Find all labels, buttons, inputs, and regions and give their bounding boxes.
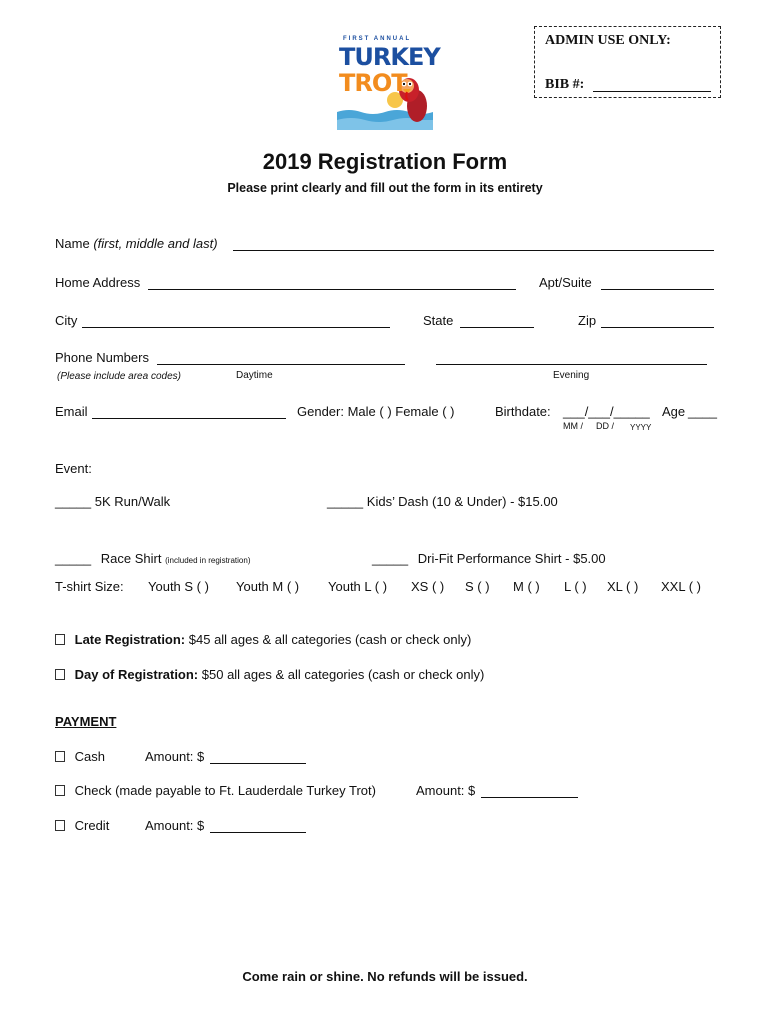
name-label: Name — [55, 236, 90, 251]
credit-checkbox[interactable] — [55, 820, 65, 831]
dd-hint: DD / — [596, 421, 614, 431]
check-checkbox[interactable] — [55, 785, 65, 796]
name-row — [55, 236, 218, 251]
drifit-option[interactable] — [372, 551, 606, 566]
turkey-trot-logo — [337, 34, 440, 130]
age-label: Age — [662, 404, 686, 419]
phone-daytime-field[interactable] — [157, 364, 405, 365]
email-label: Email — [55, 404, 88, 419]
late-registration-label: Late Registration: — [74, 632, 186, 647]
admin-use-box — [534, 26, 721, 98]
size-xxl[interactable]: XXL ( ) — [661, 579, 701, 594]
size-youth-l[interactable]: Youth L ( ) — [328, 579, 388, 594]
state-field[interactable] — [460, 327, 534, 328]
apt-suite-label: Apt/Suite — [539, 275, 592, 290]
day-registration-option[interactable] — [55, 667, 484, 682]
credit-label: Credit — [74, 818, 110, 833]
day-registration-checkbox[interactable] — [55, 669, 65, 680]
yyyy-hint: YYYY — [630, 423, 652, 432]
refund-notice: Come rain or shine. No refunds will be issued. — [242, 969, 528, 984]
kids-dash-label: Kids’ Dash (10 & Under) - $15.00 — [366, 494, 558, 509]
name-field[interactable] — [233, 250, 714, 251]
admin-title: ADMIN USE ONLY: — [545, 33, 671, 48]
payment-check-option[interactable] — [55, 783, 376, 798]
state-label: State — [423, 313, 454, 328]
size-youth-s[interactable]: Youth S ( ) — [148, 579, 209, 594]
zip-label: Zip — [578, 313, 597, 328]
size-youth-m[interactable]: Youth M ( ) — [236, 579, 300, 594]
bib-number-line[interactable] — [593, 91, 711, 92]
day-registration-text: $50 all ages & all categories (cash or check only) — [201, 667, 485, 682]
payment-cash-option[interactable] — [55, 749, 105, 764]
logo-word-turkey: TURKEY — [339, 43, 440, 71]
day-registration-label: Day of Registration: — [74, 667, 199, 682]
size-s[interactable]: S ( ) — [465, 579, 490, 594]
page-title: 2019 Registration Form — [262, 149, 508, 174]
home-address-label: Home Address — [55, 275, 141, 290]
five-k-option[interactable] — [55, 494, 170, 509]
tshirt-size-label: T-shirt Size: — [55, 579, 124, 594]
size-l[interactable]: L ( ) — [564, 579, 587, 594]
five-k-label: 5K Run/Walk — [94, 494, 171, 509]
late-registration-checkbox[interactable] — [55, 634, 65, 645]
age-field[interactable]: ____ — [688, 404, 717, 419]
zip-field[interactable] — [601, 327, 714, 328]
birthdate-label: Birthdate: — [495, 404, 551, 419]
cash-amount-field[interactable] — [210, 763, 306, 764]
evening-label: Evening — [553, 370, 590, 381]
city-label: City — [55, 313, 78, 328]
size-xl[interactable]: XL ( ) — [607, 579, 639, 594]
race-shirt-label: Race Shirt — [100, 551, 162, 566]
event-label: Event: — [55, 461, 92, 476]
cash-checkbox[interactable] — [55, 751, 65, 762]
city-field[interactable] — [82, 327, 390, 328]
birthdate-field[interactable]: ___/___/_____ — [563, 404, 650, 419]
page-subtitle: Please print clearly and fill out the form in its entirety — [227, 181, 543, 195]
daytime-label: Daytime — [236, 370, 273, 381]
credit-amount-label: Amount: $ — [145, 818, 205, 833]
phone-evening-field[interactable] — [436, 364, 707, 365]
payment-heading: PAYMENT — [55, 714, 117, 729]
race-shirt-option[interactable] — [55, 551, 250, 566]
phone-numbers-label: Phone Numbers — [55, 350, 149, 365]
mm-hint: MM / — [563, 421, 583, 431]
phone-hint: (Please include area codes) — [57, 371, 181, 382]
credit-amount-field[interactable] — [210, 832, 306, 833]
logo-tagline: FIRST ANNUAL — [343, 36, 412, 42]
check-label: Check (made payable to Ft. Lauderdale Turkey Trot) — [74, 783, 376, 798]
late-registration-option[interactable] — [55, 632, 471, 647]
check-amount-field[interactable] — [481, 797, 578, 798]
late-registration-text: $45 all ages & all categories (cash or check only) — [188, 632, 472, 647]
cash-label: Cash — [74, 749, 105, 764]
cash-amount-label: Amount: $ — [145, 749, 205, 764]
drifit-label: Dri-Fit Performance Shirt - $5.00 — [417, 551, 606, 566]
size-m[interactable]: M ( ) — [513, 579, 540, 594]
kids-dash-option[interactable] — [327, 494, 558, 509]
check-amount-label: Amount: $ — [416, 783, 476, 798]
home-address-field[interactable] — [148, 289, 516, 290]
apt-suite-field[interactable] — [601, 289, 714, 290]
gender-options[interactable]: Gender: Male ( ) Female ( ) — [297, 404, 455, 419]
email-field[interactable] — [92, 418, 286, 419]
drifit-blank[interactable]: _____ — [372, 551, 409, 566]
logo-word-trot: TROT — [339, 69, 407, 97]
race-shirt-blank[interactable]: _____ — [55, 551, 92, 566]
name-hint: (first, middle and last) — [93, 236, 218, 251]
race-shirt-note: (included in registration) — [165, 556, 251, 565]
kids-dash-blank[interactable]: _____ — [327, 494, 364, 509]
size-xs[interactable]: XS ( ) — [411, 579, 445, 594]
bib-label: BIB #: — [545, 77, 585, 92]
payment-credit-option[interactable] — [55, 818, 109, 833]
five-k-blank[interactable]: _____ — [55, 494, 92, 509]
